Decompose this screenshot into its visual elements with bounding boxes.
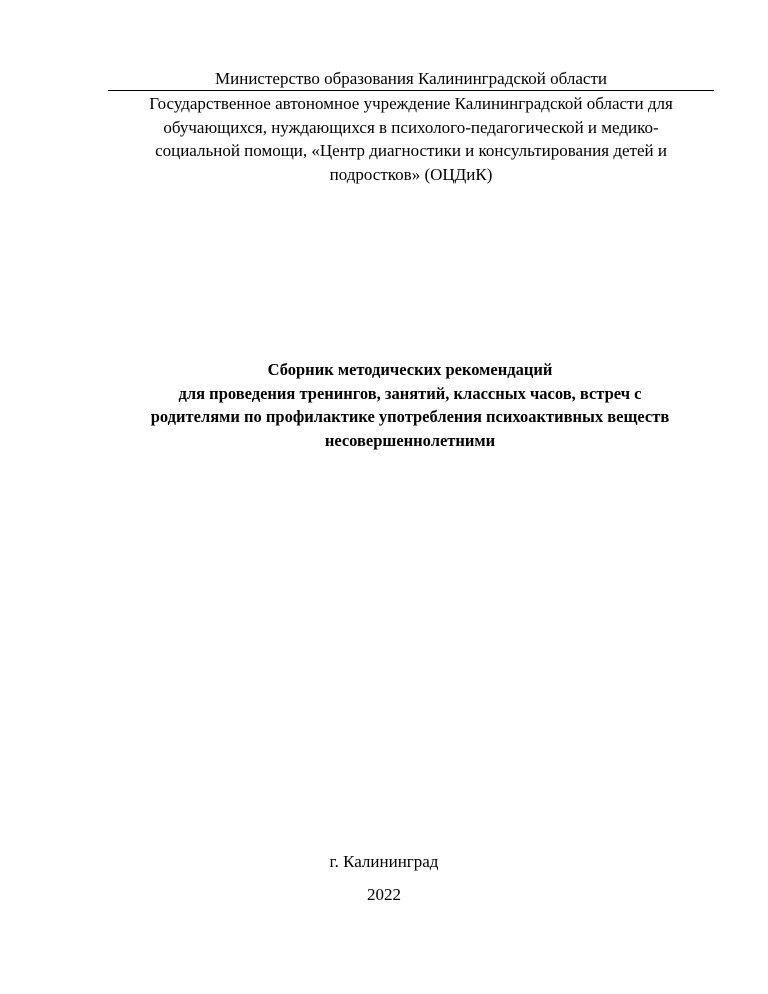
institution-line: обучающихся, нуждающихся в психолого-педагогической и медико- (163, 117, 659, 137)
document-title (100, 358, 720, 452)
institution-line: подростков» (ОЦДиК) (329, 164, 493, 184)
publication-year: 2022 (367, 885, 401, 904)
institution-name (108, 92, 714, 186)
title-line: Сборник методических рекомендаций (267, 360, 553, 379)
document-header (108, 68, 714, 186)
title-line: для проведения тренингов, занятий, классных часов, встреч с (178, 383, 642, 403)
institution-line: социальной помощи, «Центр диагностики и консультирования детей и (155, 141, 667, 160)
ministry-name: Министерство образования Калининградской области (108, 68, 714, 91)
title-line: несовершеннолетними (324, 430, 496, 450)
publication-city: г. Калининград (329, 852, 439, 871)
institution-line: Государственное автономное учреждение Калининградской области для (149, 94, 673, 113)
title-line: родителями по профилактике употребления психоактивных веществ (150, 407, 670, 426)
